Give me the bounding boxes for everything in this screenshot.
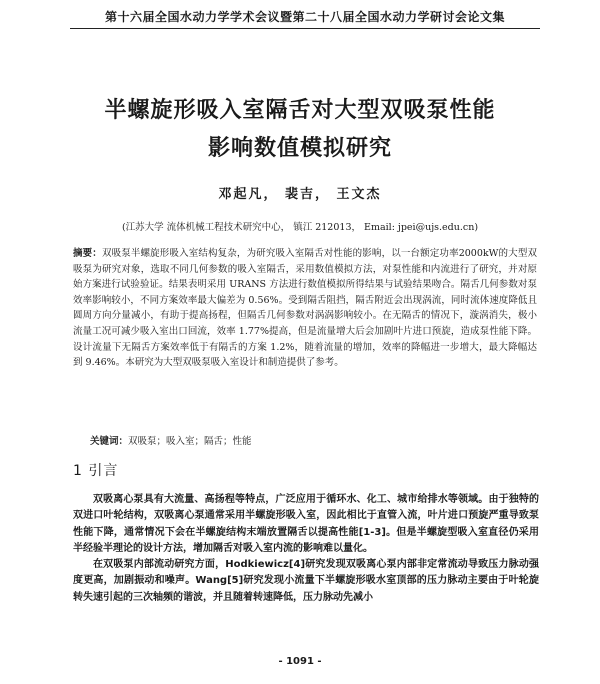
abstract-text: 双吸泵半螺旋形吸入室结构复杂，为研究吸入室隔舌对性能的影响，以一台额定功率2000kW的大型双吸泵为研究对象，选取不同几何参数的吸入室隔舌，采用数值模拟方法，对泵性能和内流进行了研究，并对原始方案进行试验验证。结果表明采用 URANS 方法进行数值模拟所得结果与试验结果吻合。隔舌几何参数对泵效率影响较小，不同方案效率最大偏差为 0.56%。受到隔舌阻挡，隔舌附近会出现涡流，同时流体速度降低且圆周方向分量减小，有助于提高扬程，但隔舌几何参数对涡涡影响较小。在无隔舌的情况下，漩涡消失，极小流量工况可减少吸入室出口回流，效率 1.77%提高，但是流量增大后会加剧叶片进口预旋，造成泵性能下降。设计流量下无隔舌方案效率低于有隔舌的方案 1.2%，随着流量的增加，效率的降幅进一步增大，最大降幅达到 9.46%。本研究为大型双吸泵吸入室设计和制造提供了参考。: [73, 248, 537, 369]
keywords: [90, 433, 530, 447]
body-paragraph-1: 双吸离心泵具有大流量、高扬程等特点，广泛应用于循环水、化工、城市给排水等领域。由于独特的双进口叶轮结构，双吸离心泵通常采用半螺旋形吸入室，因此相比于直管入流，叶片进口预旋严重导致泵性能下降，通常情况下会在半螺旋结构末端放置隔舌以提高性能[1-3]。但是半螺旋型吸入室直径仍采用半经验半理论的设计方法，增加隔舌对吸入室内流的影响难以量化。: [73, 494, 539, 554]
paper-title-line-2: 影响数值模拟研究: [207, 136, 392, 161]
keywords-text: 双吸泵；吸入室；隔舌；性能: [128, 436, 252, 447]
page-number: - 1091 -: [278, 656, 322, 667]
abstract: [73, 246, 537, 371]
authors: 邓起凡， 裴吉， 王文杰: [218, 187, 382, 202]
header-rule: [70, 28, 540, 29]
abstract-label: 摘要：: [73, 248, 102, 259]
keywords-label: 关键词：: [90, 436, 129, 447]
affiliation: (江苏大学 流体机械工程技术研究中心， 镇江 212013， Email: jpei@ujs.edu.cn): [121, 222, 479, 233]
running-header: 第十六届全国水动力学学术会议暨第二十八届全国水动力学研讨会论文集: [104, 10, 505, 24]
body-text: [73, 492, 539, 606]
body-paragraph-2: 在双吸泵内部流动研究方面，Hodkiewicz[4]研究发现双吸离心泵内部非定常流动导致压力脉动强度更高，加剧振动和噪声。Wang[5]研究发现小流量下半螺旋形吸水室顶部的压力脉动主要由于叶轮旋转失速引起的三次轴频的谐波，并且随着转速降低，压力脉动先减小: [73, 559, 539, 603]
section-title: 引言: [88, 463, 119, 479]
section-number: 1: [73, 463, 83, 479]
paper-title-line-1: 半螺旋形吸入室隔舌对大型双吸泵性能: [104, 98, 496, 123]
section-heading: [73, 460, 118, 480]
